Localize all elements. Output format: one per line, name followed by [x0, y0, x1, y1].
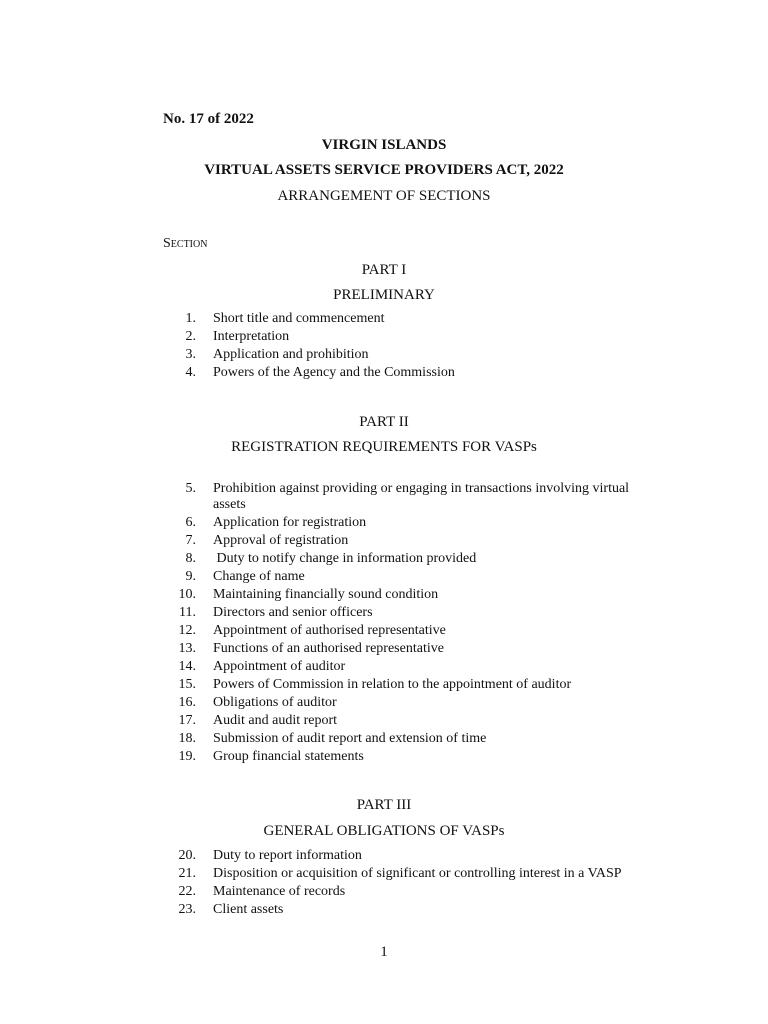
section-title: Duty to report information — [213, 848, 362, 863]
section-number: 5. — [185, 481, 196, 496]
section-title: Application for registration — [213, 515, 367, 530]
part-label: PART I — [361, 262, 407, 278]
section-number: 16. — [178, 695, 196, 710]
section-number: 6. — [185, 515, 196, 530]
section-title: Obligations of auditor — [213, 695, 337, 710]
part-label: PART III — [356, 797, 412, 813]
part-title: REGISTRATION REQUIREMENTS FOR VASPs — [231, 439, 537, 455]
section-title: Client assets — [213, 902, 284, 917]
page-number: 1 — [380, 944, 388, 960]
section-number: 23. — [178, 902, 196, 917]
section-number: 13. — [178, 641, 196, 656]
section-title: Powers of the Agency and the Commission — [213, 365, 455, 380]
section-number: 8. — [185, 551, 196, 566]
section-number: 14. — [178, 659, 196, 674]
section-number: 21. — [178, 866, 196, 881]
section-title: Group financial statements — [213, 749, 364, 764]
section-title: Interpretation — [213, 329, 290, 344]
section-title: Maintenance of records — [213, 884, 346, 899]
part-label: PART II — [359, 414, 409, 430]
part-title: GENERAL OBLIGATIONS OF VASPs — [263, 823, 505, 839]
section-number: 7. — [185, 533, 196, 548]
section-title: Application and prohibition — [213, 347, 369, 362]
section-title: Appointment of authorised representative — [213, 623, 446, 638]
section-number: 1. — [185, 311, 196, 326]
section-number: 22. — [178, 884, 196, 899]
section-title: Duty to notify change in information provided — [213, 551, 477, 566]
section-number: 11. — [179, 605, 196, 620]
section-title: Short title and commencement — [213, 311, 385, 326]
act-title: VIRTUAL ASSETS SERVICE PROVIDERS ACT, 2022 — [204, 162, 564, 178]
section-number: 20. — [178, 848, 196, 863]
section-title: Change of name — [213, 569, 305, 584]
section-title: Appointment of auditor — [213, 659, 346, 674]
section-title: Disposition or acquisition of significant or controlling interest in a VASP — [213, 866, 622, 881]
section-number: 4. — [185, 365, 196, 380]
act-number: No. 17 of 2022 — [163, 111, 254, 127]
section-number: 19. — [178, 749, 196, 764]
section-column-label: Section — [163, 236, 208, 251]
section-title: Powers of Commission in relation to the appointment of auditor — [213, 677, 572, 692]
section-number: 10. — [178, 587, 196, 602]
section-title: Audit and audit report — [213, 713, 338, 728]
territory-heading: VIRGIN ISLANDS — [321, 137, 447, 153]
part-title: PRELIMINARY — [333, 287, 435, 303]
section-title: Approval of registration — [213, 533, 349, 548]
section-number: 15. — [178, 677, 196, 692]
section-number: 9. — [185, 569, 196, 584]
arrangement-heading: ARRANGEMENT OF SECTIONS — [277, 188, 491, 204]
section-number: 3. — [185, 347, 196, 362]
section-title: Directors and senior officers — [213, 605, 373, 620]
section-title: Functions of an authorised representative — [213, 641, 444, 656]
section-title: Prohibition against providing or engaging in transactions involving virtual assets — [213, 481, 630, 512]
section-number: 18. — [178, 731, 196, 746]
section-title: Submission of audit report and extension of time — [213, 731, 487, 746]
section-title: Maintaining financially sound condition — [213, 587, 439, 602]
section-number: 2. — [185, 329, 196, 344]
section-number: 12. — [178, 623, 196, 638]
section-number: 17. — [178, 713, 196, 728]
